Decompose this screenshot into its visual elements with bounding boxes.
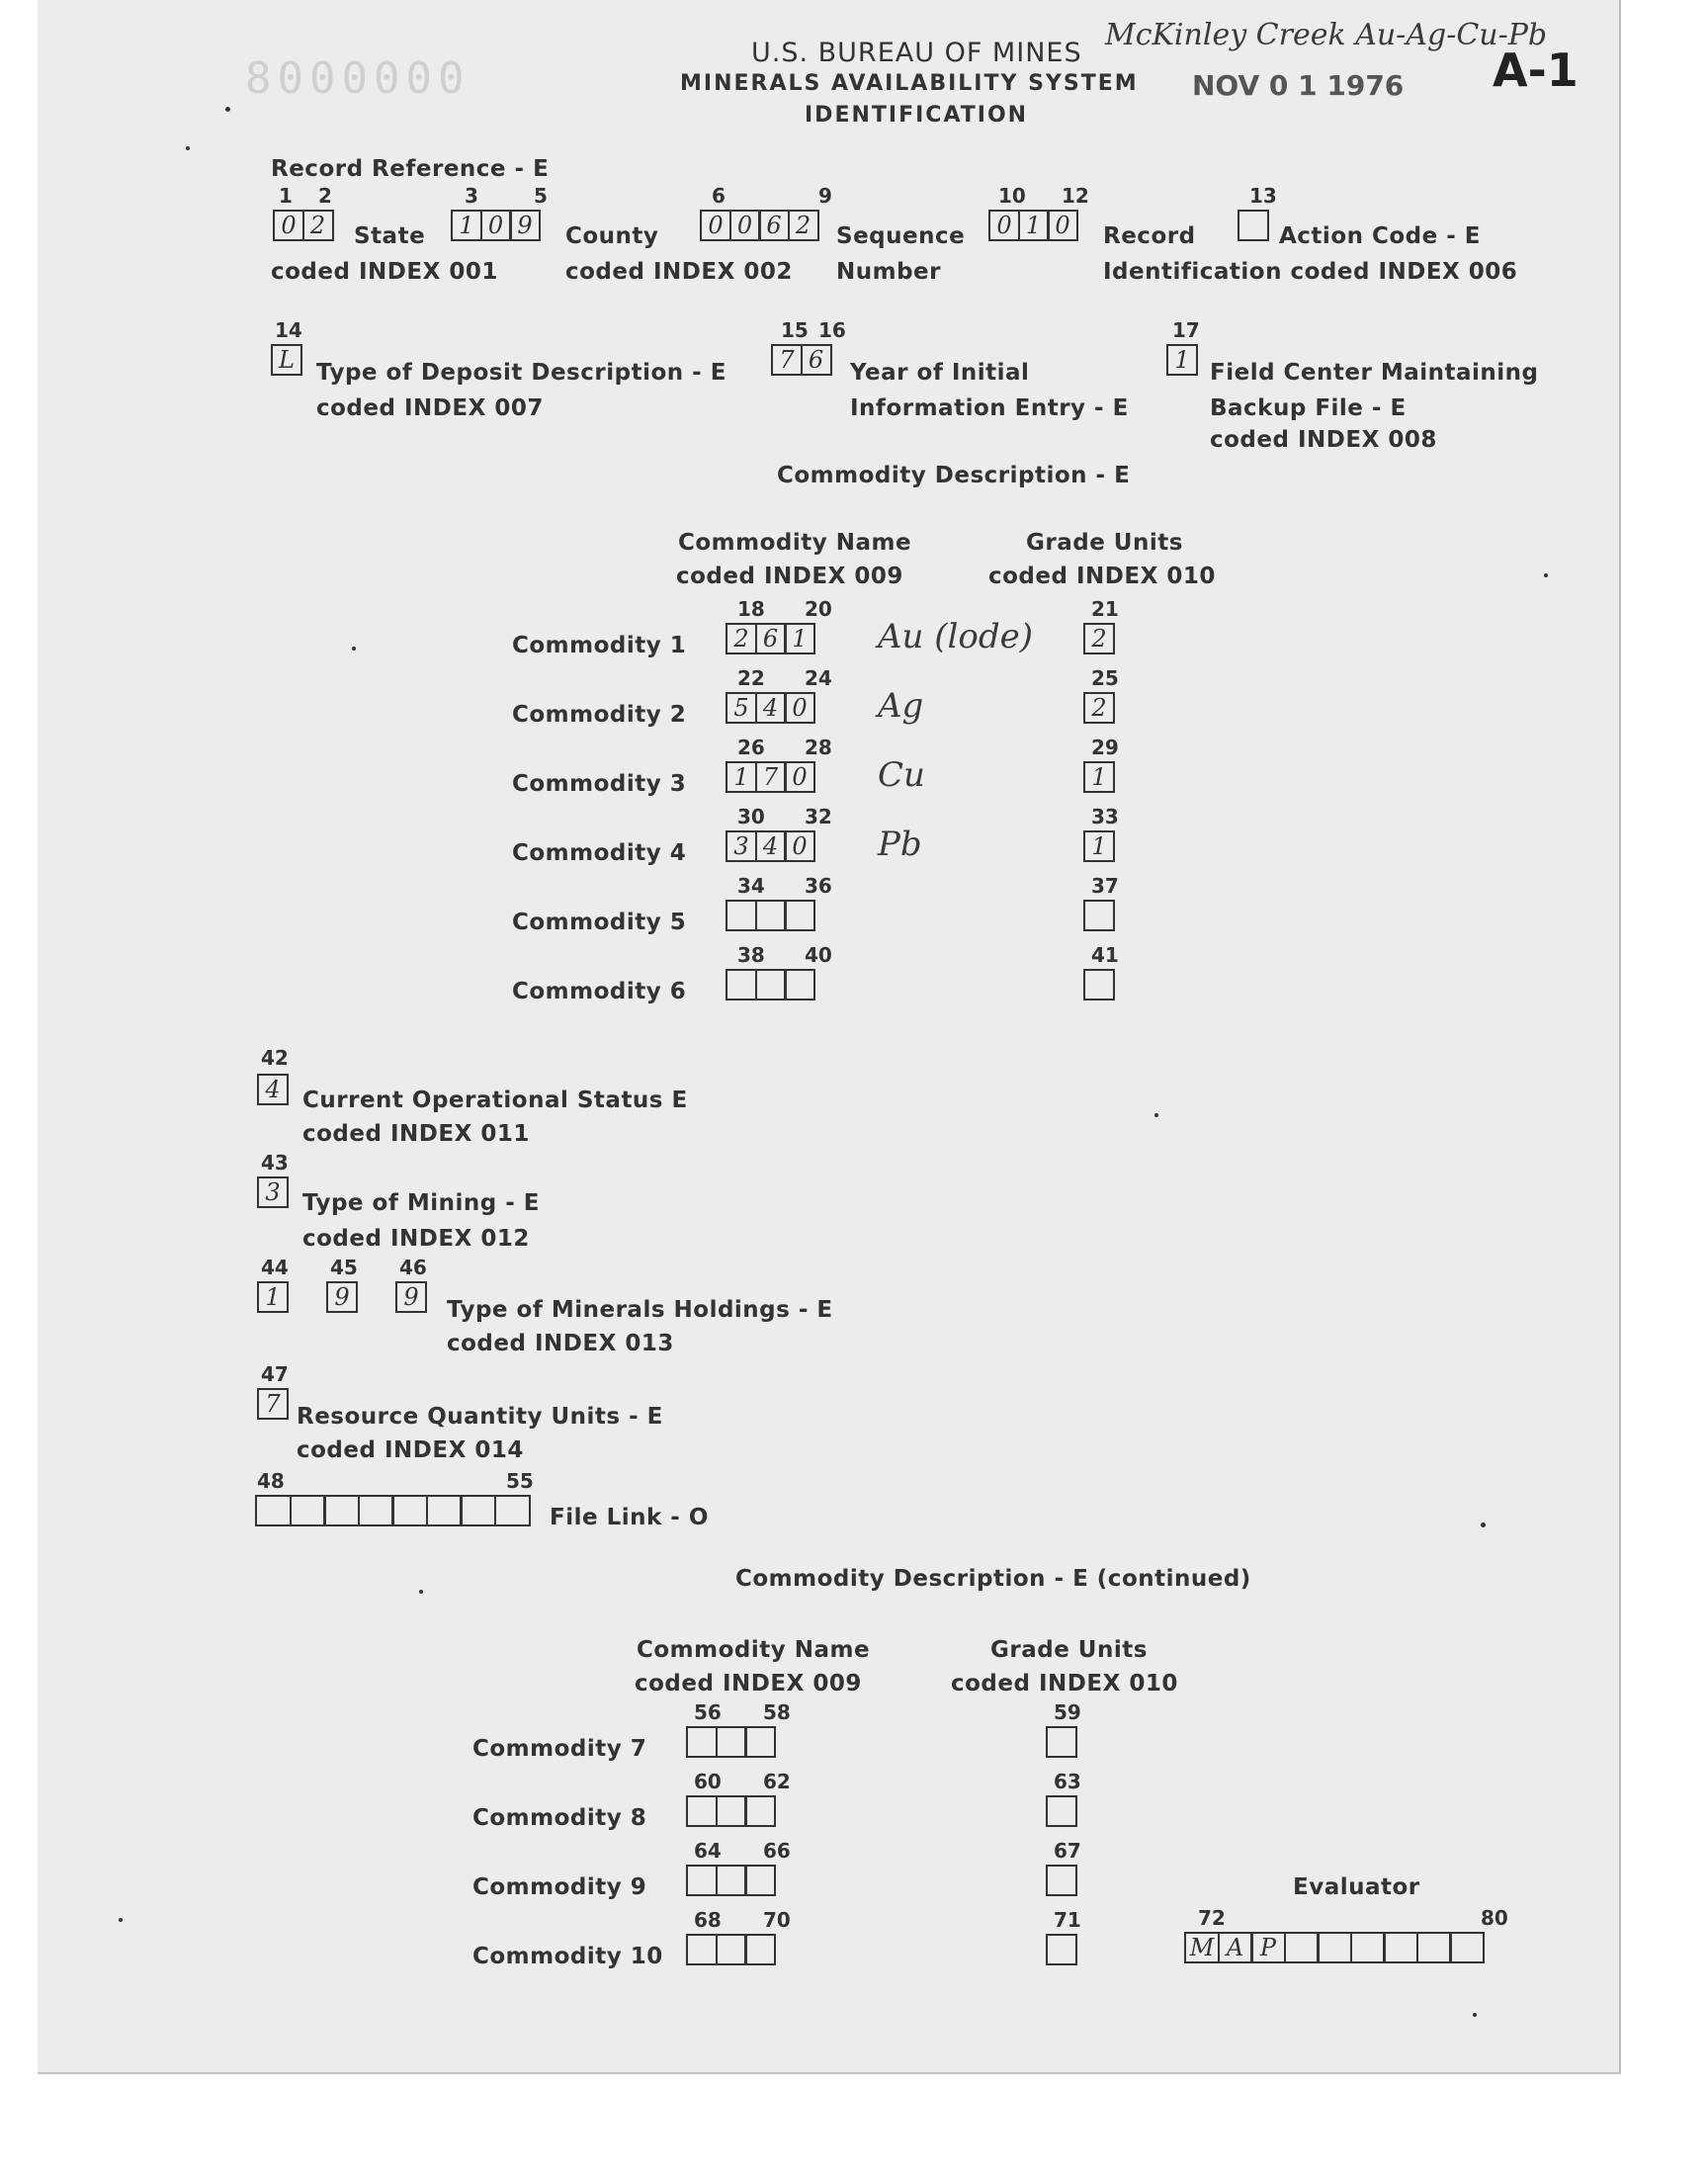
- commodity-code-cell[interactable]: [686, 1726, 718, 1758]
- commodity-col-start: 68: [694, 1908, 722, 1932]
- file-link-col-end: 55: [506, 1469, 534, 1493]
- county-col-start: 3: [465, 184, 478, 208]
- record-id-cell[interactable]: 1: [1018, 210, 1050, 241]
- record-id-boxes: [988, 210, 1076, 241]
- grade-units-coded: coded INDEX 010: [988, 564, 1216, 589]
- commodity-handwritten-symbol: Pb: [878, 825, 922, 864]
- evaluator-cell[interactable]: [1284, 1932, 1320, 1963]
- scan-speck: [119, 1918, 123, 1922]
- bureau-title: U.S. BUREAU OF MINES: [751, 38, 1082, 68]
- commodity-code-cell[interactable]: 7: [755, 761, 787, 793]
- file-link-cell[interactable]: [358, 1495, 394, 1526]
- scan-speck: [1473, 2013, 1477, 2017]
- year-cell[interactable]: 7: [771, 344, 803, 376]
- sequence-col-end: 9: [818, 184, 832, 208]
- commodity-code-cell[interactable]: [686, 1934, 718, 1965]
- grade-unit-box[interactable]: [1083, 969, 1115, 1000]
- commodity-col-start: 26: [737, 736, 765, 759]
- holdings-coded: coded INDEX 013: [447, 1331, 674, 1356]
- continued-name-coded: coded INDEX 009: [635, 1671, 862, 1696]
- grade-unit-box[interactable]: [1046, 1934, 1077, 1965]
- grade-unit-box[interactable]: 2: [1083, 623, 1115, 654]
- commodity-code-boxes: [726, 830, 813, 862]
- commodity-col-end: 32: [805, 805, 832, 828]
- commodity-col-end: 62: [763, 1770, 791, 1793]
- record-reference-label: Record Reference - E: [271, 156, 550, 182]
- commodity-code-cell[interactable]: [686, 1795, 718, 1827]
- county-cell[interactable]: 0: [480, 210, 512, 241]
- status-coded: coded INDEX 011: [302, 1121, 530, 1147]
- status-label: Current Operational Status E: [302, 1088, 688, 1113]
- grade-unit-box[interactable]: 2: [1083, 692, 1115, 724]
- commodity-code-cell[interactable]: [686, 1865, 718, 1896]
- commodity-code-cell[interactable]: [716, 1726, 747, 1758]
- commodity-code-boxes: [686, 1726, 774, 1758]
- mining-coded: coded INDEX 012: [302, 1226, 530, 1252]
- stamp-number: 8000000: [245, 53, 470, 104]
- commodity-code-cell[interactable]: 3: [726, 830, 757, 862]
- commodity-code-boxes: [726, 623, 813, 654]
- commodity-code-boxes: [726, 900, 813, 931]
- sequence-cell[interactable]: 2: [788, 210, 819, 241]
- commodity-code-cell[interactable]: [744, 1934, 776, 1965]
- record-col-start: 10: [998, 184, 1026, 208]
- record-col-end: 12: [1062, 184, 1089, 208]
- county-boxes: [451, 210, 539, 241]
- continued-section-title: Commodity Description - E (continued): [735, 1566, 1251, 1592]
- year-boxes: [771, 344, 829, 376]
- evaluator-cell[interactable]: [1350, 1932, 1386, 1963]
- grade-unit-box[interactable]: [1046, 1726, 1077, 1758]
- commodity-handwritten-symbol: Ag: [878, 686, 924, 726]
- commodity-label: Commodity 5: [512, 910, 687, 935]
- grade-col: 33: [1091, 805, 1119, 828]
- state-col-end: 2: [318, 184, 332, 208]
- record-label: Record: [1103, 223, 1196, 249]
- commodity-code-cell[interactable]: [716, 1934, 747, 1965]
- commodity-label: Commodity 4: [512, 840, 687, 866]
- year-col-end: 16: [818, 318, 846, 342]
- commodity-code-cell[interactable]: 1: [784, 623, 815, 654]
- deposit-box[interactable]: L: [271, 344, 302, 376]
- commodity-name-coded: coded INDEX 009: [676, 564, 903, 589]
- commodity-code-cell[interactable]: 2: [726, 623, 757, 654]
- grade-unit-box[interactable]: 1: [1083, 830, 1115, 862]
- evaluator-col-end: 80: [1481, 1906, 1508, 1930]
- resource-units-coded: coded INDEX 014: [297, 1437, 524, 1463]
- commodity-code-cell[interactable]: 6: [755, 623, 787, 654]
- file-link-cell[interactable]: [391, 1495, 428, 1526]
- grade-units-header: Grade Units: [1026, 530, 1183, 556]
- year-col-start: 15: [781, 318, 809, 342]
- county-cell[interactable]: 9: [509, 210, 541, 241]
- commodity-col-start: 18: [737, 597, 765, 621]
- record-id-cell[interactable]: 0: [988, 210, 1020, 241]
- commodity-col-start: 34: [737, 874, 765, 898]
- holdings-col-2: 45: [330, 1256, 358, 1279]
- file-link-cell[interactable]: [494, 1495, 531, 1526]
- evaluator-label: Evaluator: [1293, 1874, 1420, 1900]
- file-link-cell[interactable]: [426, 1495, 463, 1526]
- evaluator-cell[interactable]: [1449, 1932, 1485, 1963]
- sequence-boxes: [700, 210, 816, 241]
- grade-col: 21: [1091, 597, 1119, 621]
- state-col-start: 1: [279, 184, 293, 208]
- county-label: County: [565, 223, 659, 249]
- state-cell[interactable]: 0: [273, 210, 304, 241]
- sequence-sub: Number: [836, 259, 941, 285]
- commodity-col-end: 36: [805, 874, 832, 898]
- action-code-box[interactable]: [1238, 210, 1269, 241]
- date-stamp: NOV 0 1 1976: [1192, 69, 1405, 102]
- action-code-col: 13: [1249, 184, 1277, 208]
- commodity-code-boxes: [726, 761, 813, 793]
- handwritten-site-name: McKinley Creek Au-Ag-Cu-Pb: [1105, 18, 1548, 52]
- commodity-col-end: 20: [805, 597, 832, 621]
- commodity-code-cell[interactable]: [784, 900, 815, 931]
- resource-units-label: Resource Quantity Units - E: [297, 1404, 663, 1430]
- scan-speck: [352, 647, 356, 651]
- commodity-handwritten-symbol: Au (lode): [878, 617, 1034, 656]
- commodity-code-boxes: [686, 1865, 774, 1896]
- county-col-end: 5: [534, 184, 548, 208]
- resource-units-col: 47: [261, 1362, 289, 1386]
- file-link-cell[interactable]: [460, 1495, 496, 1526]
- commodity-code-cell[interactable]: 4: [755, 830, 787, 862]
- action-code-label: Action Code - E: [1279, 223, 1482, 249]
- commodity-col-end: 40: [805, 943, 832, 967]
- evaluator-cell[interactable]: P: [1250, 1932, 1286, 1963]
- evaluator-cell[interactable]: [1317, 1932, 1352, 1963]
- scan-speck: [1154, 1113, 1158, 1117]
- grade-col: 67: [1054, 1839, 1081, 1863]
- sequence-cell[interactable]: 0: [729, 210, 761, 241]
- commodity-code-cell[interactable]: [716, 1865, 747, 1896]
- grade-unit-box[interactable]: 1: [1083, 761, 1115, 793]
- holdings-box[interactable]: 1: [257, 1281, 289, 1313]
- county-cell[interactable]: 1: [451, 210, 482, 241]
- state-coded: coded INDEX 001: [271, 259, 498, 285]
- grade-col: 63: [1054, 1770, 1081, 1793]
- evaluator-cell[interactable]: [1416, 1932, 1452, 1963]
- commodity-code-cell[interactable]: [726, 900, 757, 931]
- form-code: A-1: [1493, 44, 1579, 97]
- commodity-col-end: 58: [763, 1700, 791, 1724]
- scan-speck: [419, 1590, 423, 1594]
- commodity-code-cell[interactable]: 0: [784, 692, 815, 724]
- continued-grade-coded: coded INDEX 010: [951, 1671, 1178, 1696]
- deposit-coded: coded INDEX 007: [316, 395, 544, 421]
- evaluator-cell[interactable]: [1383, 1932, 1418, 1963]
- scan-speck: [1481, 1522, 1486, 1527]
- commodity-section-title: Commodity Description - E: [777, 463, 1131, 488]
- commodity-label: Commodity 9: [472, 1874, 647, 1900]
- status-box[interactable]: 4: [257, 1074, 289, 1105]
- file-link-cell[interactable]: [255, 1495, 292, 1526]
- commodity-code-cell[interactable]: 0: [784, 761, 815, 793]
- file-link-label: File Link - O: [550, 1505, 709, 1530]
- holdings-box[interactable]: 9: [326, 1281, 358, 1313]
- commodity-label: Commodity 7: [472, 1736, 647, 1762]
- sequence-cell[interactable]: 0: [700, 210, 731, 241]
- commodity-label: Commodity 3: [512, 771, 687, 797]
- grade-col: 37: [1091, 874, 1119, 898]
- commodity-col-start: 30: [737, 805, 765, 828]
- form-page: [38, 0, 1621, 2074]
- commodity-label: Commodity 1: [512, 633, 687, 658]
- commodity-col-start: 22: [737, 666, 765, 690]
- commodity-code-cell[interactable]: 1: [726, 761, 757, 793]
- status-col: 42: [261, 1046, 289, 1070]
- year-cell[interactable]: 6: [801, 344, 832, 376]
- file-link-col-start: 48: [257, 1469, 285, 1493]
- evaluator-col-start: 72: [1198, 1906, 1226, 1930]
- grade-unit-box[interactable]: [1046, 1865, 1077, 1896]
- record-id-cell[interactable]: 0: [1047, 210, 1078, 241]
- year-label: Year of Initial: [850, 360, 1030, 386]
- section-title: IDENTIFICATION: [805, 103, 1029, 128]
- state-label: State: [354, 223, 426, 249]
- mining-label: Type of Mining - E: [302, 1190, 540, 1216]
- commodity-code-cell[interactable]: 5: [726, 692, 757, 724]
- commodity-label: Commodity 8: [472, 1805, 647, 1831]
- commodity-code-cell[interactable]: [784, 969, 815, 1000]
- field-center-box[interactable]: 1: [1166, 344, 1198, 376]
- mining-box[interactable]: 3: [257, 1176, 289, 1208]
- commodity-code-boxes: [686, 1795, 774, 1827]
- field-center-label-2: Backup File - E: [1210, 395, 1407, 421]
- holdings-col-1: 44: [261, 1256, 289, 1279]
- commodity-label: Commodity 2: [512, 702, 687, 728]
- holdings-col-3: 46: [399, 1256, 427, 1279]
- commodity-col-start: 38: [737, 943, 765, 967]
- commodity-code-cell[interactable]: [744, 1865, 776, 1896]
- commodity-col-end: 66: [763, 1839, 791, 1863]
- commodity-code-cell[interactable]: [726, 969, 757, 1000]
- sequence-label: Sequence: [836, 223, 966, 249]
- commodity-col-end: 28: [805, 736, 832, 759]
- system-title: MINERALS AVAILABILITY SYSTEM: [680, 71, 1139, 96]
- evaluator-cell[interactable]: A: [1218, 1932, 1253, 1963]
- state-boxes: [273, 210, 331, 241]
- commodity-code-cell[interactable]: [744, 1726, 776, 1758]
- state-cell[interactable]: 2: [302, 210, 334, 241]
- scan-speck: [1544, 573, 1548, 577]
- mining-col: 43: [261, 1151, 289, 1174]
- deposit-label: Type of Deposit Description - E: [316, 360, 726, 386]
- field-center-col: 17: [1172, 318, 1200, 342]
- commodity-handwritten-symbol: Cu: [878, 755, 925, 795]
- commodity-col-end: 24: [805, 666, 832, 690]
- evaluator-boxes: [1184, 1932, 1483, 1963]
- commodity-col-end: 70: [763, 1908, 791, 1932]
- sequence-col-start: 6: [712, 184, 726, 208]
- file-link-cell[interactable]: [290, 1495, 326, 1526]
- commodity-label: Commodity 10: [472, 1944, 663, 1969]
- commodity-code-cell[interactable]: 0: [784, 830, 815, 862]
- grade-col: 41: [1091, 943, 1119, 967]
- grade-col: 29: [1091, 736, 1119, 759]
- scan-speck: [225, 107, 230, 112]
- evaluator-cell[interactable]: M: [1184, 1932, 1220, 1963]
- file-link-boxes: [255, 1495, 528, 1526]
- field-center-coded: coded INDEX 008: [1210, 427, 1437, 453]
- commodity-code-boxes: [726, 692, 813, 724]
- grade-col: 71: [1054, 1908, 1081, 1932]
- scan-speck: [186, 146, 190, 150]
- year-label-2: Information Entry - E: [850, 395, 1129, 421]
- record-coded: Identification coded INDEX 006: [1103, 259, 1518, 285]
- county-coded: coded INDEX 002: [565, 259, 793, 285]
- commodity-code-boxes: [726, 969, 813, 1000]
- grade-unit-box[interactable]: [1046, 1795, 1077, 1827]
- file-link-cell[interactable]: [323, 1495, 360, 1526]
- holdings-label: Type of Minerals Holdings - E: [447, 1297, 833, 1323]
- commodity-col-start: 60: [694, 1770, 722, 1793]
- resource-units-box[interactable]: 7: [257, 1388, 289, 1420]
- commodity-label: Commodity 6: [512, 979, 687, 1004]
- commodity-code-cell[interactable]: [716, 1795, 747, 1827]
- grade-col: 25: [1091, 666, 1119, 690]
- commodity-name-header: Commodity Name: [678, 530, 912, 556]
- continued-name-header: Commodity Name: [637, 1637, 871, 1663]
- grade-col: 59: [1054, 1700, 1081, 1724]
- deposit-col: 14: [275, 318, 302, 342]
- commodity-code-cell[interactable]: [755, 969, 787, 1000]
- commodity-col-start: 56: [694, 1700, 722, 1724]
- sequence-cell[interactable]: 6: [758, 210, 790, 241]
- commodity-code-boxes: [686, 1934, 774, 1965]
- continued-grade-header: Grade Units: [990, 1637, 1148, 1663]
- field-center-label: Field Center Maintaining: [1210, 360, 1539, 386]
- holdings-box[interactable]: 9: [395, 1281, 427, 1313]
- commodity-col-start: 64: [694, 1839, 722, 1863]
- commodity-code-cell[interactable]: [755, 900, 787, 931]
- grade-unit-box[interactable]: [1083, 900, 1115, 931]
- commodity-code-cell[interactable]: 4: [755, 692, 787, 724]
- commodity-code-cell[interactable]: [744, 1795, 776, 1827]
